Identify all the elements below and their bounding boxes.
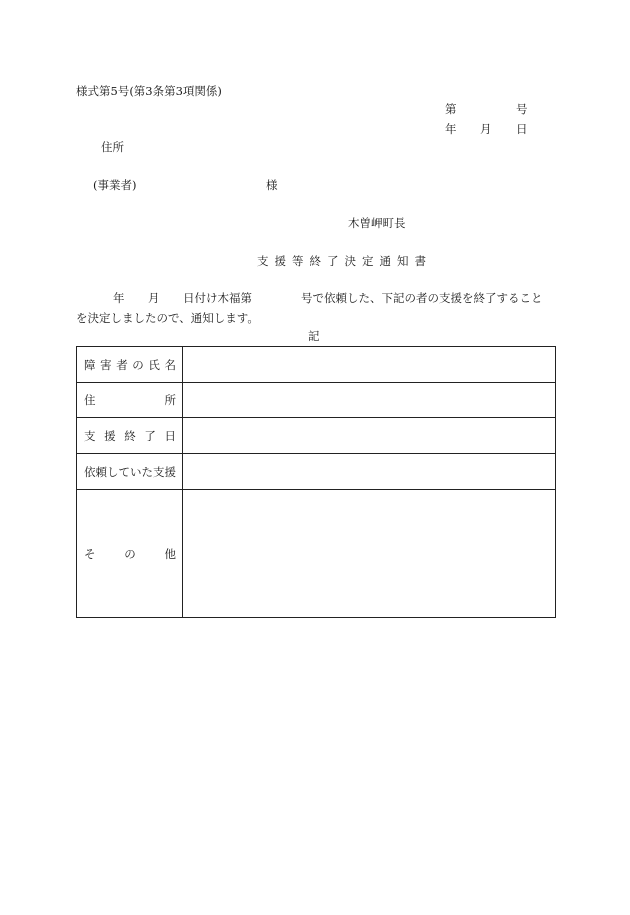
row-label-requested-support (77, 454, 183, 489)
body-year: 年 (113, 291, 125, 305)
row-value-end-date[interactable] (183, 418, 555, 453)
ref-number-prefix: 第 (445, 102, 457, 116)
label-char: 害 (100, 357, 112, 372)
label-char: 障 (84, 357, 96, 372)
title-char: 決 (344, 254, 356, 268)
recipient-name-label: (事業者) (93, 178, 137, 192)
table-row-other (77, 490, 555, 617)
record-table (76, 346, 556, 618)
label-char: 名 (164, 357, 176, 372)
label-char: 援 (104, 428, 116, 443)
body-dated-prefix: 日付け木福第 (183, 291, 252, 305)
title-char: 知 (397, 254, 409, 268)
row-label-other (77, 490, 183, 617)
row-label-end-date (77, 418, 183, 453)
table-row-end-date (77, 418, 555, 454)
label-char: 終 (124, 428, 136, 443)
recipient-address-label: 住所 (101, 140, 124, 154)
title-char: 書 (414, 254, 426, 268)
document-title (257, 256, 426, 268)
label-char: 支 (84, 428, 96, 443)
row-value-name[interactable] (183, 347, 555, 382)
table-row-address (77, 383, 555, 418)
title-char: 等 (292, 254, 304, 268)
recipient-honorific: 様 (266, 178, 278, 192)
title-char: 通 (379, 254, 391, 268)
title-char: 終 (309, 254, 321, 268)
form-header: 様式第5号(第3条第3項関係) (76, 84, 222, 98)
label-char: の (132, 357, 144, 372)
table-row-name (77, 347, 555, 383)
ref-number-suffix: 号 (516, 102, 528, 116)
label-char: 者 (116, 357, 128, 372)
date-month: 月 (480, 122, 492, 136)
label-char: そ (84, 546, 96, 561)
issuer-name: 木曽岬町長 (348, 216, 406, 230)
label-char: 氏 (148, 357, 160, 372)
label-char: 住 (84, 393, 96, 407)
date-year: 年 (445, 122, 457, 136)
title-char: 了 (327, 254, 339, 268)
body-month: 月 (148, 291, 160, 305)
title-char: 定 (362, 254, 374, 268)
label-text: 依頼していた支援 (84, 464, 176, 479)
label-char: 了 (144, 428, 156, 443)
body-number-suffix: 号で依頼した、下記の者の支援を終了すること (301, 291, 543, 305)
row-value-requested-support[interactable] (183, 454, 555, 489)
title-char: 援 (274, 254, 286, 268)
title-char: 支 (257, 254, 269, 268)
label-char: 他 (164, 546, 176, 561)
date-day: 日 (516, 122, 528, 136)
row-value-address[interactable] (183, 383, 555, 417)
row-value-other[interactable] (183, 490, 555, 617)
row-label-address (77, 383, 183, 417)
label-char: 日 (164, 428, 176, 443)
row-label-name (77, 347, 183, 382)
label-char: 所 (164, 393, 176, 407)
table-row-requested-support (77, 454, 555, 490)
body-line-2: を決定しましたので、通知します。 (76, 311, 259, 325)
label-char: の (124, 546, 136, 561)
ki-label: 記 (308, 329, 320, 343)
